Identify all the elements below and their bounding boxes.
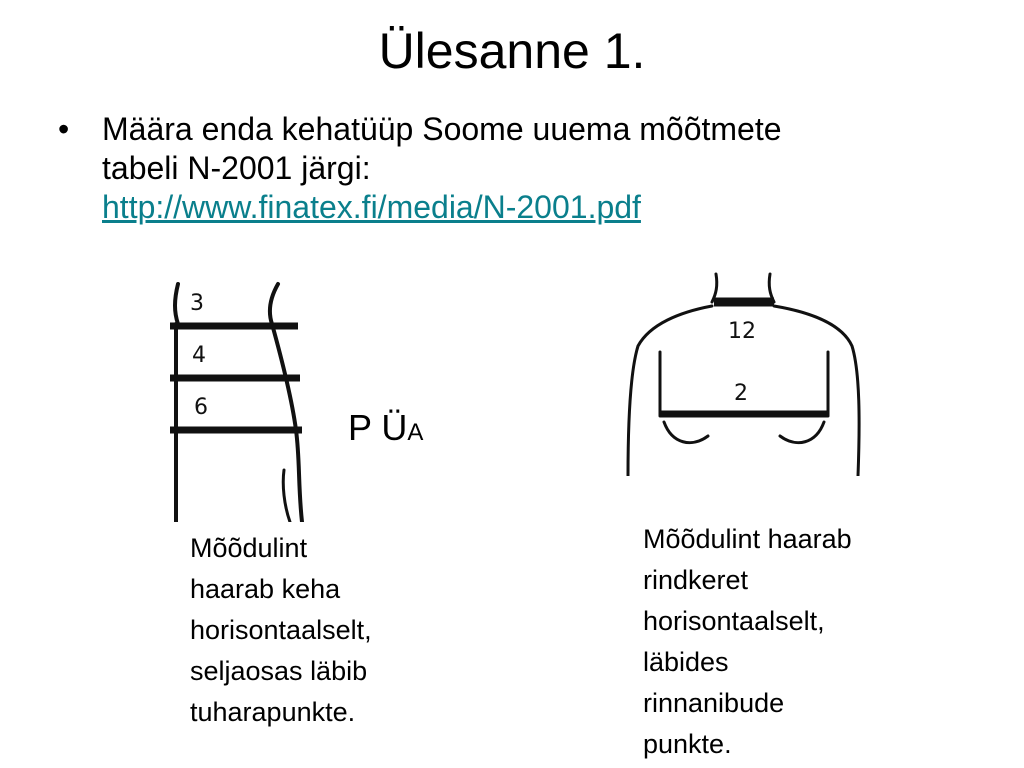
body-outline-inner — [283, 470, 290, 522]
caption-left-line: haarab keha — [190, 574, 341, 604]
caption-left-line: horisontaalselt, — [190, 615, 372, 645]
caption-left — [190, 528, 430, 733]
band-label-2: 2 — [734, 381, 748, 406]
bullet-text-line-2: tabeli N-2001 järgi: — [102, 150, 371, 186]
caption-left-line: Mõõdulint — [190, 533, 308, 563]
caption-right-line: Mõõdulint haarab — [643, 524, 852, 554]
symbol-main: P Ü — [348, 407, 408, 448]
symbol-subscript: A — [407, 419, 424, 446]
band-label-4: 4 — [192, 343, 206, 368]
shoulder-right — [774, 306, 859, 476]
caption-right-line: läbides — [643, 647, 729, 677]
bullet-marker: • — [58, 111, 70, 147]
chest-front-view-drawing — [620, 272, 900, 476]
caption-right-line: horisontaalselt, — [643, 606, 825, 636]
bullet-text — [102, 110, 978, 227]
caption-right — [643, 519, 923, 765]
body-type-symbol — [348, 407, 424, 448]
breast-right — [780, 422, 824, 443]
bullet-item — [58, 110, 978, 227]
band-label-3: 3 — [190, 291, 204, 316]
body-outline-top-left — [175, 284, 178, 324]
caption-right-line: rindkeret — [643, 565, 749, 595]
caption-left-line: tuharapunkte. — [190, 697, 356, 727]
bullet-text-line-1: Määra enda kehatüüp Soome uuema mõõtmete — [102, 111, 782, 147]
hip-side-view-drawing — [150, 280, 310, 522]
caption-left-line: seljaosas läbib — [190, 656, 368, 686]
band-label-12: 12 — [728, 319, 756, 344]
shoulder-left — [628, 306, 712, 476]
slide-title: Ülesanne 1. — [378, 23, 646, 79]
chest-measurement-illustration — [620, 272, 900, 476]
band-label-6: 6 — [194, 395, 208, 420]
body-outline-right — [270, 284, 302, 522]
hip-measurement-illustration — [150, 280, 310, 522]
caption-right-line: punkte. — [643, 729, 732, 759]
breast-left — [664, 422, 708, 443]
pdf-link[interactable]: http://www.finatex.fi/media/N-2001.pdf — [102, 189, 641, 225]
caption-right-line: rinnanibude — [643, 688, 785, 718]
